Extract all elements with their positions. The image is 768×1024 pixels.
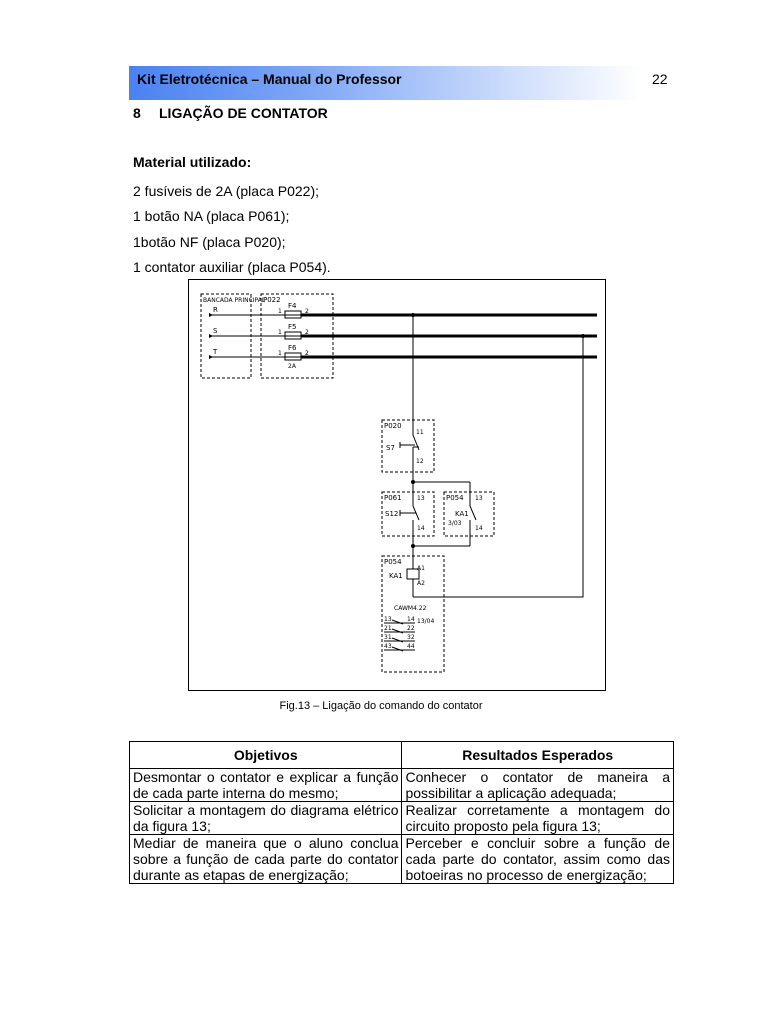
aux-contact-ref: 3/03 xyxy=(448,520,462,527)
fuse-f4-label: F4 xyxy=(288,302,297,310)
control-wire-to-s xyxy=(413,336,583,597)
contactor-model: CAWM4.22 xyxy=(394,605,427,612)
material-item: 1 botão NA (placa P061); xyxy=(133,208,290,225)
bancada-label: BANCADA PRINCIPAL xyxy=(203,297,266,304)
na-button-label: S12 xyxy=(385,510,399,518)
wiring-diagram-svg xyxy=(189,280,607,692)
na-terminal-bottom: 14 xyxy=(417,525,425,532)
materials-list xyxy=(133,179,331,280)
contact-right: 44 xyxy=(407,643,415,650)
coil-terminal-a2: A2 xyxy=(417,580,425,587)
fuse-terminal: 1 xyxy=(278,329,282,336)
nf-terminal-top: 11 xyxy=(416,429,424,436)
table-cell: Desmontar o contator e explicar a função de cada parte interna do mesmo; xyxy=(130,769,402,802)
materials-heading: Material utilizado: xyxy=(133,154,252,170)
table-cell: Realizar corretamente a montagem do circuito proposto pela figura 13; xyxy=(402,802,674,835)
na-button-symbol xyxy=(400,500,419,526)
na-board-label: P061 xyxy=(384,494,402,502)
fuse-terminal: 1 xyxy=(278,350,282,357)
material-item: 1botão NF (placa P020); xyxy=(133,233,286,250)
section-title: LIGAÇÃO DE CONTATOR xyxy=(159,105,328,121)
header-title: Kit Eletrotécnica – Manual do Professor xyxy=(137,71,402,87)
aux-contact-label: KA1 xyxy=(455,510,469,518)
aux-contact-symbol xyxy=(470,500,476,526)
table-row xyxy=(130,835,674,884)
table-cell: Conhecer o contator de maneira a possibilitar a aplicação adequada; xyxy=(402,769,674,802)
phase-label-t: T xyxy=(213,348,218,356)
fuse-f5-label: F5 xyxy=(288,323,297,331)
material-item: 2 fusíveis de 2A (placa P022); xyxy=(133,183,319,199)
nf-terminal-bottom: 12 xyxy=(416,458,424,465)
fuse-terminal: 2 xyxy=(305,329,309,336)
junction-dot xyxy=(411,544,415,548)
fuse-terminal: 2 xyxy=(305,308,309,315)
junction-dot xyxy=(411,480,415,484)
table-cell: Mediar de maneira que o aluno conclua sobre a função de cada parte do contator durante as etapas de energização; xyxy=(130,835,402,884)
page-number: 22 xyxy=(652,71,668,87)
coil-label: KA1 xyxy=(389,572,403,580)
column-header-resultados: Resultados Esperados xyxy=(402,742,674,769)
contact-right: 32 xyxy=(407,634,415,641)
nf-button-label: S7 xyxy=(386,444,395,452)
figure-caption: Fig.13 – Ligação do comando do contator xyxy=(279,700,483,712)
table-row xyxy=(130,802,674,835)
material-item: 1 contator auxiliar (placa P054). xyxy=(133,258,331,275)
contact-left: 31 xyxy=(384,634,392,641)
phase-label-s: S xyxy=(213,327,218,335)
fuse-board-label: P022 xyxy=(263,296,281,304)
contact-left: 21 xyxy=(384,625,392,632)
section-heading xyxy=(133,104,328,122)
fuse-f6-label: F6 xyxy=(288,344,297,352)
coil-board-label: P054 xyxy=(384,558,402,566)
na-terminal-top: 13 xyxy=(417,495,425,502)
contact-right: 22 xyxy=(407,625,415,632)
aux-terminal-bottom: 14 xyxy=(475,525,483,532)
coil-terminal-a1: A1 xyxy=(417,565,425,572)
contact-right: 14 xyxy=(407,616,415,623)
contact-note: 13/04 xyxy=(417,618,435,625)
nf-button-symbol xyxy=(400,435,419,460)
objectives-table xyxy=(129,741,674,884)
wiring-diagram xyxy=(188,279,606,691)
aux-terminal-top: 13 xyxy=(475,495,483,502)
column-header-objetivos: Objetivos xyxy=(130,742,402,769)
table-cell: Solicitar a montagem do diagrama elétrico da figura 13; xyxy=(130,802,402,835)
table-header-row xyxy=(130,742,674,769)
section-number: 8 xyxy=(133,105,141,121)
fuse-terminal: 2 xyxy=(305,350,309,357)
contact-left: 43 xyxy=(384,643,392,650)
table-row xyxy=(130,769,674,802)
phase-label-r: R xyxy=(213,306,218,314)
contact-left: 13 xyxy=(384,616,392,623)
nf-board-label: P020 xyxy=(384,422,402,430)
fuse-terminal: 1 xyxy=(278,308,282,315)
table-cell: Perceber e concluir sobre a função de cada parte do contator, assim como das botoeiras no processo de energização; xyxy=(402,835,674,884)
junction-dot xyxy=(411,313,415,317)
fuse-rating: 2A xyxy=(288,363,296,370)
junction-dot xyxy=(581,334,585,338)
aux-board-label: P054 xyxy=(446,494,464,502)
